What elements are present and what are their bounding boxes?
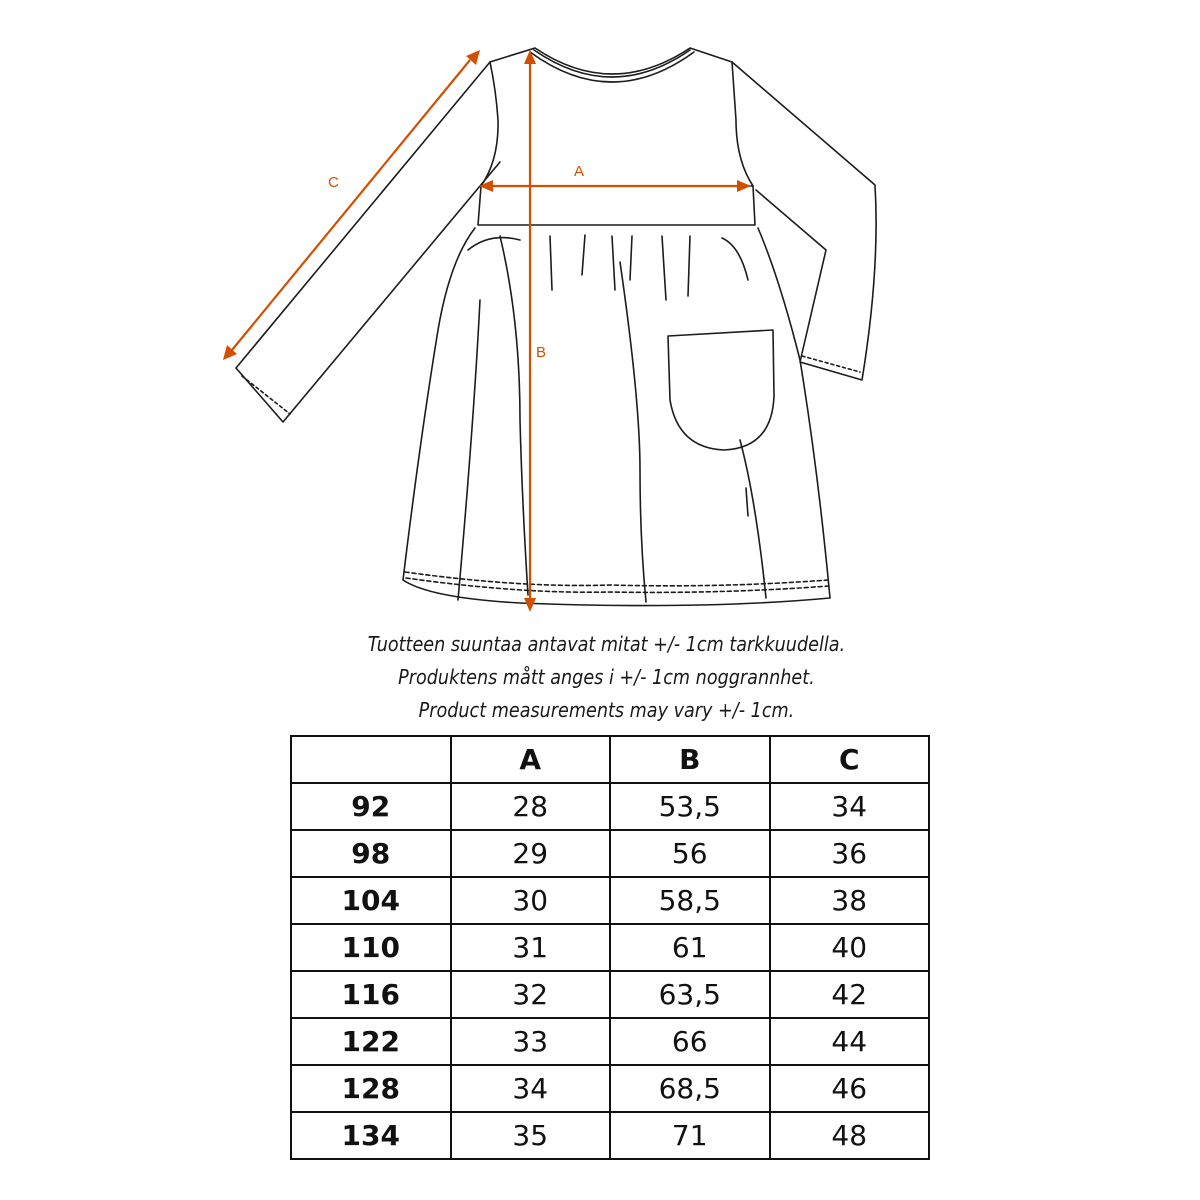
value-cell: 66 — [610, 1018, 770, 1065]
note-finnish: Tuotteen suuntaa antavat mitat +/- 1cm tarkkuudella. — [367, 632, 846, 656]
table-row — [291, 971, 929, 1018]
table-row — [291, 783, 929, 830]
measurement-arrow-c — [232, 60, 470, 350]
arrowhead-icon — [737, 180, 751, 192]
header-size — [291, 736, 451, 783]
size-cell: 116 — [291, 971, 451, 1018]
size-cell: 104 — [291, 877, 451, 924]
arrowhead-icon — [524, 598, 536, 612]
note-swedish: Produktens mått anges i +/- 1cm noggrannhet. — [398, 665, 815, 689]
size-cell: 128 — [291, 1065, 451, 1112]
value-cell: 46 — [770, 1065, 930, 1112]
measurement-markers — [223, 50, 751, 612]
header-a: A — [451, 736, 611, 783]
measurement-notes — [73, 628, 1140, 727]
arrowhead-icon — [524, 50, 536, 64]
table-row — [291, 1065, 929, 1112]
value-cell: 58,5 — [610, 877, 770, 924]
value-cell: 29 — [451, 830, 611, 877]
table-row — [291, 1018, 929, 1065]
note-english: Product measurements may vary +/- 1cm. — [418, 698, 795, 722]
table-header-row — [291, 736, 929, 783]
table-row — [291, 830, 929, 877]
table-row — [291, 877, 929, 924]
size-cell: 92 — [291, 783, 451, 830]
value-cell: 34 — [451, 1065, 611, 1112]
value-cell: 35 — [451, 1112, 611, 1159]
value-cell: 38 — [770, 877, 930, 924]
header-c: C — [770, 736, 930, 783]
value-cell: 31 — [451, 924, 611, 971]
value-cell: 53,5 — [610, 783, 770, 830]
label-a: A — [574, 163, 585, 180]
value-cell: 34 — [770, 783, 930, 830]
value-cell: 61 — [610, 924, 770, 971]
size-table — [290, 735, 930, 1160]
size-cell: 110 — [291, 924, 451, 971]
value-cell: 36 — [770, 830, 930, 877]
value-cell: 32 — [451, 971, 611, 1018]
value-cell: 63,5 — [610, 971, 770, 1018]
header-b: B — [610, 736, 770, 783]
size-cell: 98 — [291, 830, 451, 877]
value-cell: 42 — [770, 971, 930, 1018]
table-row — [291, 924, 929, 971]
value-cell: 30 — [451, 877, 611, 924]
size-cell: 122 — [291, 1018, 451, 1065]
value-cell: 44 — [770, 1018, 930, 1065]
label-c: C — [328, 174, 339, 191]
value-cell: 28 — [451, 783, 611, 830]
value-cell: 71 — [610, 1112, 770, 1159]
size-cell: 134 — [291, 1112, 451, 1159]
label-b: B — [536, 344, 547, 361]
value-cell: 48 — [770, 1112, 930, 1159]
dress-outline — [236, 48, 876, 606]
value-cell: 56 — [610, 830, 770, 877]
value-cell: 68,5 — [610, 1065, 770, 1112]
value-cell: 40 — [770, 924, 930, 971]
value-cell: 33 — [451, 1018, 611, 1065]
table-row — [291, 1112, 929, 1159]
